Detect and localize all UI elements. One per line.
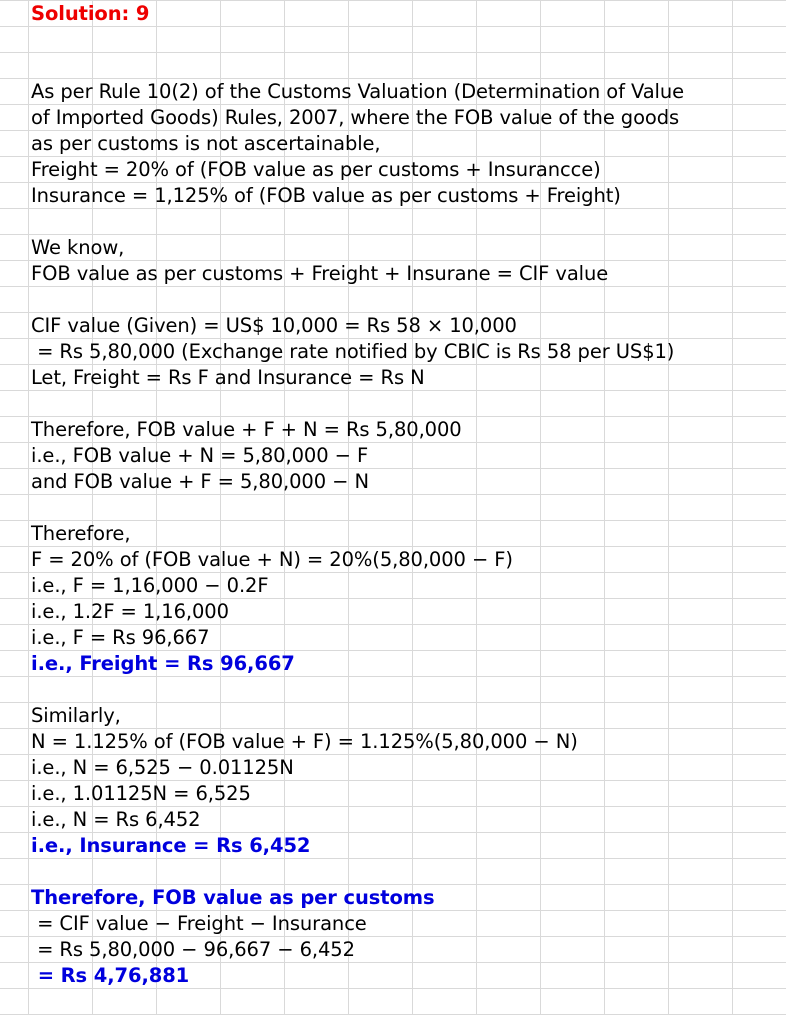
text-line: as per customs is not ascertainable, xyxy=(31,132,381,155)
text-line: Similarly, xyxy=(31,704,121,727)
text-line: i.e., FOB value + N = 5,80,000 − F xyxy=(31,444,369,467)
text-line: Insurance = 1,125% of (FOB value as per customs + Freight) xyxy=(31,184,621,207)
freight-result: i.e., Freight = Rs 96,667 xyxy=(31,652,295,675)
text-line: N = 1.125% of (FOB value + F) = 1.125%(5,80,000 − N) xyxy=(31,730,578,753)
text-line: i.e., 1.2F = 1,16,000 xyxy=(31,600,229,623)
text-line: = CIF value − Freight − Insurance xyxy=(31,912,367,935)
text-line: i.e., F = Rs 96,667 xyxy=(31,626,210,649)
text-line: We know, xyxy=(31,236,125,259)
text-line: i.e., F = 1,16,000 − 0.2F xyxy=(31,574,269,597)
text-line: FOB value as per customs + Freight + Insurane = CIF value xyxy=(31,262,609,285)
text-line: = Rs 5,80,000 − 96,667 − 6,452 xyxy=(31,938,355,961)
fob-result: = Rs 4,76,881 xyxy=(31,964,190,987)
text-line: i.e., 1.01125N = 6,525 xyxy=(31,782,251,805)
text-line: Therefore, xyxy=(31,522,131,545)
text-line: Freight = 20% of (FOB value as per customs + Insurancce) xyxy=(31,158,601,181)
text-line: and FOB value + F = 5,80,000 − N xyxy=(31,470,369,493)
text-line: = Rs 5,80,000 (Exchange rate notified by CBIC is Rs 58 per US$1) xyxy=(31,340,675,363)
text-line: Therefore, FOB value + F + N = Rs 5,80,000 xyxy=(31,418,462,441)
text-line: F = 20% of (FOB value + N) = 20%(5,80,000 − F) xyxy=(31,548,513,571)
fob-heading: Therefore, FOB value as per customs xyxy=(31,886,435,909)
solution-title: Solution: 9 xyxy=(31,2,150,25)
text-line: Let, Freight = Rs F and Insurance = Rs N xyxy=(31,366,425,389)
insurance-result: i.e., Insurance = Rs 6,452 xyxy=(31,834,311,857)
text-line: CIF value (Given) = US$ 10,000 = Rs 58 × 10,000 xyxy=(31,314,517,337)
text-line: i.e., N = 6,525 − 0.01125N xyxy=(31,756,294,779)
text-line: i.e., N = Rs 6,452 xyxy=(31,808,201,831)
text-line: As per Rule 10(2) of the Customs Valuation (Determination of Value xyxy=(31,80,685,103)
text-line: of Imported Goods) Rules, 2007, where the FOB value of the goods xyxy=(31,106,680,129)
